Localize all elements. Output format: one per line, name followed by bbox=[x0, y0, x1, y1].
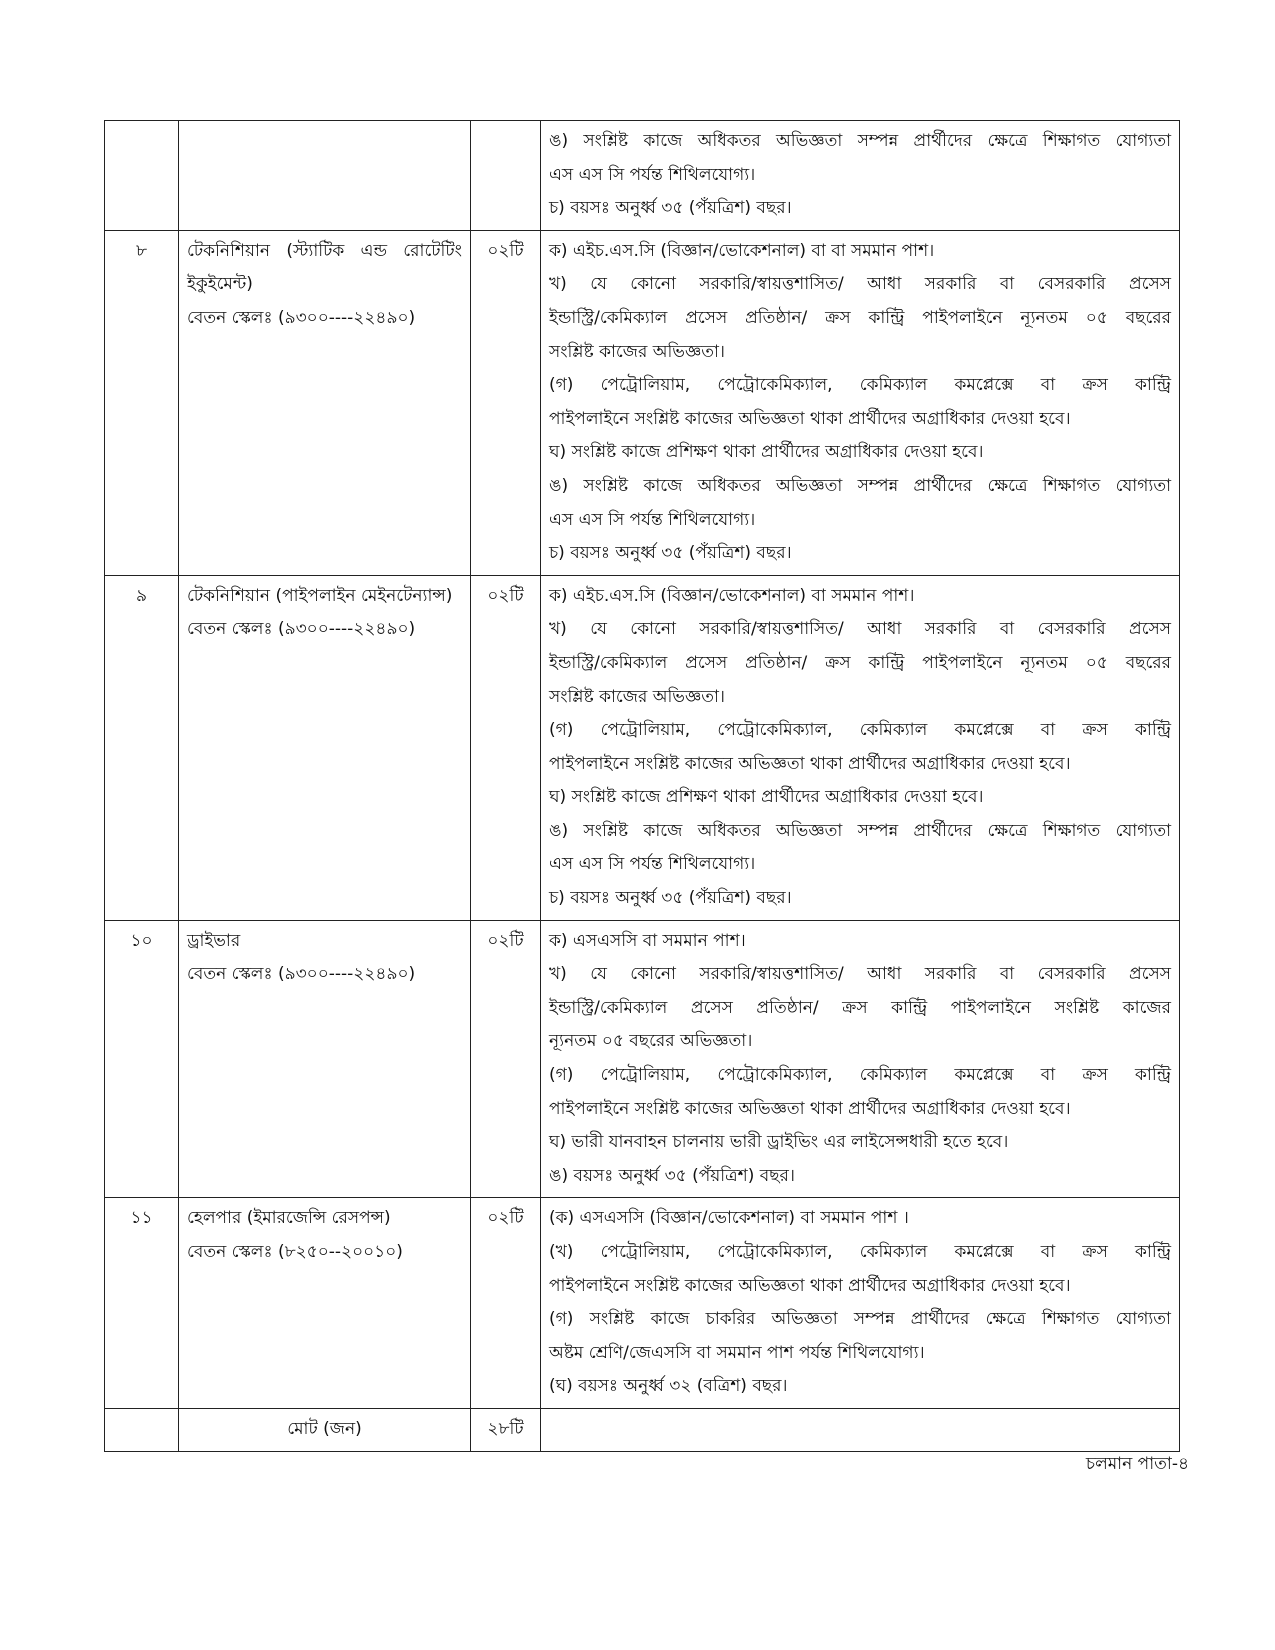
pay-scale: বেতন স্কেলঃ (৮২৫০--২০০১০) bbox=[187, 1242, 403, 1262]
requirement-line: পাইপলাইনে সংশ্লিষ্ট কাজের অভিজ্ঞতা থাকা প্রার্থীদের অগ্রাধিকার দেওয়া হবে। bbox=[549, 408, 1071, 429]
requirements-cell bbox=[541, 575, 1180, 920]
requirements-cell bbox=[541, 230, 1180, 575]
requirement-line: (গ) সংশ্লিষ্ট কাজে চাকরির অভিজ্ঞতা সম্পন্ন প্রার্থীদের ক্ষেত্রে শিক্ষাগত যোগ্যতা bbox=[549, 1309, 1171, 1330]
requirement-line: চ) বয়সঃ অনুর্ধ্ব ৩৫ (পঁয়ত্রিশ) বছর। bbox=[549, 888, 792, 909]
total-row bbox=[105, 1408, 1180, 1451]
post-count-cell: ০২টি bbox=[471, 230, 541, 575]
requirement-line: ঙ) সংশ্লিষ্ট কাজে অধিকতর অভিজ্ঞতা সম্পন্ন প্রার্থীদের ক্ষেত্রে শিক্ষাগত যোগ্যতা bbox=[549, 475, 1171, 496]
post-title: ড্রাইভার bbox=[187, 930, 241, 951]
requirement-line: (গ) পেট্রোলিয়াম, পেট্রোকেমিক্যাল, কেমিক্যাল কমপ্লেক্সে বা ক্রস কান্ট্রি bbox=[549, 720, 1171, 741]
requirement-line: ঙ) সংশ্লিষ্ট কাজে অধিকতর অভিজ্ঞতা সম্পন্ন প্রার্থীদের ক্ষেত্রে শিক্ষাগত যোগ্যতা bbox=[549, 820, 1171, 841]
requirement-line: পাইপলাইনে সংশ্লিষ্ট কাজের অভিজ্ঞতা থাকা প্রার্থীদের অগ্রাধিকার দেওয়া হবে। bbox=[549, 1275, 1071, 1296]
requirement-line: ইন্ডাস্ট্রি/কেমিক্যাল প্রসেস প্রতিষ্ঠান/ ক্রস কান্ট্রি পাইপলাইনে ন্যূনতম ০৫ বছরের bbox=[549, 652, 1171, 673]
requirement-line: ঙ) সংশ্লিষ্ট কাজে অধিকতর অভিজ্ঞতা সম্পন্ন প্রার্থীদের ক্ষেত্রে শিক্ষাগত যোগ্যতা bbox=[549, 131, 1171, 151]
post-name-cell bbox=[179, 230, 471, 575]
requirements-cell bbox=[541, 121, 1180, 231]
requirement-line: খ) যে কোনো সরকারি/স্বায়ত্তশাসিত/ আধা সরকারি বা বেসরকারি প্রসেস bbox=[549, 619, 1171, 640]
post-count-cell bbox=[471, 121, 541, 231]
page-continuation-label: চলমান পাতা-৪ bbox=[1085, 1454, 1189, 1474]
requirement-line: ইন্ডাস্ট্রি/কেমিক্যাল প্রসেস প্রতিষ্ঠান/ ক্রস কান্ট্রি পাইপলাইনে ন্যূনতম ০৫ বছরের bbox=[549, 307, 1171, 328]
requirement-line: এস এস সি পর্যন্ত শিথিলযোগ্য। bbox=[549, 164, 756, 185]
requirement-line: ঙ) বয়সঃ অনুর্ধ্ব ৩৫ (পঁয়ত্রিশ) বছর। bbox=[549, 1165, 795, 1186]
requirement-line: ঘ) সংশ্লিষ্ট কাজে প্রশিক্ষণ থাকা প্রার্থীদের অগ্রাধিকার দেওয়া হবে। bbox=[549, 787, 984, 808]
table-row bbox=[105, 121, 1180, 231]
requirement-line: সংশ্লিষ্ট কাজের অভিজ্ঞতা। bbox=[549, 341, 726, 362]
requirement-line: ন্যূনতম ০৫ বছরের অভিজ্ঞতা। bbox=[549, 1031, 753, 1052]
post-title: হেলপার (ইমারজেন্সি রেসপন্স) bbox=[187, 1208, 391, 1229]
post-name-cell bbox=[179, 1198, 471, 1409]
table-row bbox=[105, 575, 1180, 920]
table-row bbox=[105, 1198, 1180, 1409]
job-requirements-table bbox=[104, 120, 1180, 1452]
total-empty-cell bbox=[105, 1408, 179, 1451]
post-name-cell bbox=[179, 575, 471, 920]
requirement-line: পাইপলাইনে সংশ্লিষ্ট কাজের অভিজ্ঞতা থাকা প্রার্থীদের অগ্রাধিকার দেওয়া হবে। bbox=[549, 753, 1071, 774]
requirements-cell bbox=[541, 1198, 1180, 1409]
requirement-line: (ক) এসএসসি (বিজ্ঞান/ভোকেশনাল) বা সমমান পাশ । bbox=[549, 1208, 909, 1229]
requirement-line: পাইপলাইনে সংশ্লিষ্ট কাজের অভিজ্ঞতা থাকা প্রার্থীদের অগ্রাধিকার দেওয়া হবে। bbox=[549, 1098, 1071, 1119]
requirement-line: এস এস সি পর্যন্ত শিথিলযোগ্য। bbox=[549, 509, 756, 530]
requirements-cell bbox=[541, 920, 1180, 1198]
requirement-line: সংশ্লিষ্ট কাজের অভিজ্ঞতা। bbox=[549, 686, 726, 707]
pay-scale: বেতন স্কেলঃ (৯৩০০----২২৪৯০) bbox=[187, 619, 416, 640]
requirement-line: খ) যে কোনো সরকারি/স্বায়ত্তশাসিত/ আধা সরকারি বা বেসরকারি প্রসেস bbox=[549, 274, 1171, 295]
serial-number-cell: ১১ bbox=[105, 1198, 179, 1409]
requirement-line: ক) এইচ.এস.সি (বিজ্ঞান/ভোকেশনাল) বা সমমান পাশ। bbox=[549, 585, 915, 606]
requirement-line: (ঘ) বয়সঃ অনুর্ধ্ব ৩২ (বত্রিশ) বছর। bbox=[549, 1376, 788, 1397]
post-name-cell bbox=[179, 121, 471, 231]
requirement-line: (গ) পেট্রোলিয়াম, পেট্রোকেমিক্যাল, কেমিক্যাল কমপ্লেক্সে বা ক্রস কান্ট্রি bbox=[549, 375, 1171, 396]
serial-number-cell bbox=[105, 121, 179, 231]
post-name-cell bbox=[179, 920, 471, 1198]
requirement-line: চ) বয়সঃ অনুর্ধ্ব ৩৫ (পঁয়ত্রিশ) বছর। bbox=[549, 543, 792, 564]
requirement-line: ইন্ডাস্ট্রি/কেমিক্যাল প্রসেস প্রতিষ্ঠান/ ক্রস কান্ট্রি পাইপলাইনে সংশ্লিষ্ট কাজের bbox=[549, 997, 1171, 1018]
post-title: টেকনিশিয়ান (স্ট্যাটিক এন্ড রোটেটিং ইকুইমেন্ট) bbox=[187, 240, 462, 295]
table-row bbox=[105, 230, 1180, 575]
serial-number-cell: ১০ bbox=[105, 920, 179, 1198]
post-count-cell: ০২টি bbox=[471, 1198, 541, 1409]
requirement-line: অষ্টম শ্রেণি/জেএসসি বা সমমান পাশ পর্যন্ত শিথিলযোগ্য। bbox=[549, 1342, 925, 1363]
requirement-line: (গ) পেট্রোলিয়াম, পেট্রোকেমিক্যাল, কেমিক্যাল কমপ্লেক্সে বা ক্রস কান্ট্রি bbox=[549, 1065, 1171, 1086]
table-row bbox=[105, 920, 1180, 1198]
requirement-line: চ) বয়সঃ অনুর্ধ্ব ৩৫ (পঁয়ত্রিশ) বছর। bbox=[549, 198, 792, 219]
requirement-line: এস এস সি পর্যন্ত শিথিলযোগ্য। bbox=[549, 854, 756, 875]
requirement-line: ঘ) সংশ্লিষ্ট কাজে প্রশিক্ষণ থাকা প্রার্থীদের অগ্রাধিকার দেওয়া হবে। bbox=[549, 442, 984, 463]
pay-scale: বেতন স্কেলঃ (৯৩০০----২২৪৯০) bbox=[187, 307, 416, 328]
requirement-line: ক) এসএসসি বা সমমান পাশ। bbox=[549, 930, 746, 951]
total-count: ২৮টি bbox=[471, 1408, 541, 1451]
pay-scale: বেতন স্কেলঃ (৯৩০০----২২৪৯০) bbox=[187, 964, 416, 985]
post-count-cell: ০২টি bbox=[471, 575, 541, 920]
requirement-line: (খ) পেট্রোলিয়াম, পেট্রোকেমিক্যাল, কেমিক্যাল কমপ্লেক্সে বা ক্রস কান্ট্রি bbox=[549, 1242, 1171, 1262]
total-empty-cell bbox=[541, 1408, 1180, 1451]
requirement-line: খ) যে কোনো সরকারি/স্বায়ত্তশাসিত/ আধা সরকারি বা বেসরকারি প্রসেস bbox=[549, 964, 1171, 985]
post-title: টেকনিশিয়ান (পাইপলাইন মেইনটেন্যান্স) bbox=[187, 585, 453, 606]
requirement-line: ক) এইচ.এস.সি (বিজ্ঞান/ভোকেশনাল) বা বা সমমান পাশ। bbox=[549, 240, 935, 261]
serial-number-cell: ৯ bbox=[105, 575, 179, 920]
total-label: মোট (জন) bbox=[179, 1408, 471, 1451]
requirement-line: ঘ) ভারী যানবাহন চালনায় ভারী ড্রাইভিং এর লাইসেন্সধারী হতে হবে। bbox=[549, 1132, 1009, 1153]
serial-number-cell: ৮ bbox=[105, 230, 179, 575]
post-count-cell: ০২টি bbox=[471, 920, 541, 1198]
